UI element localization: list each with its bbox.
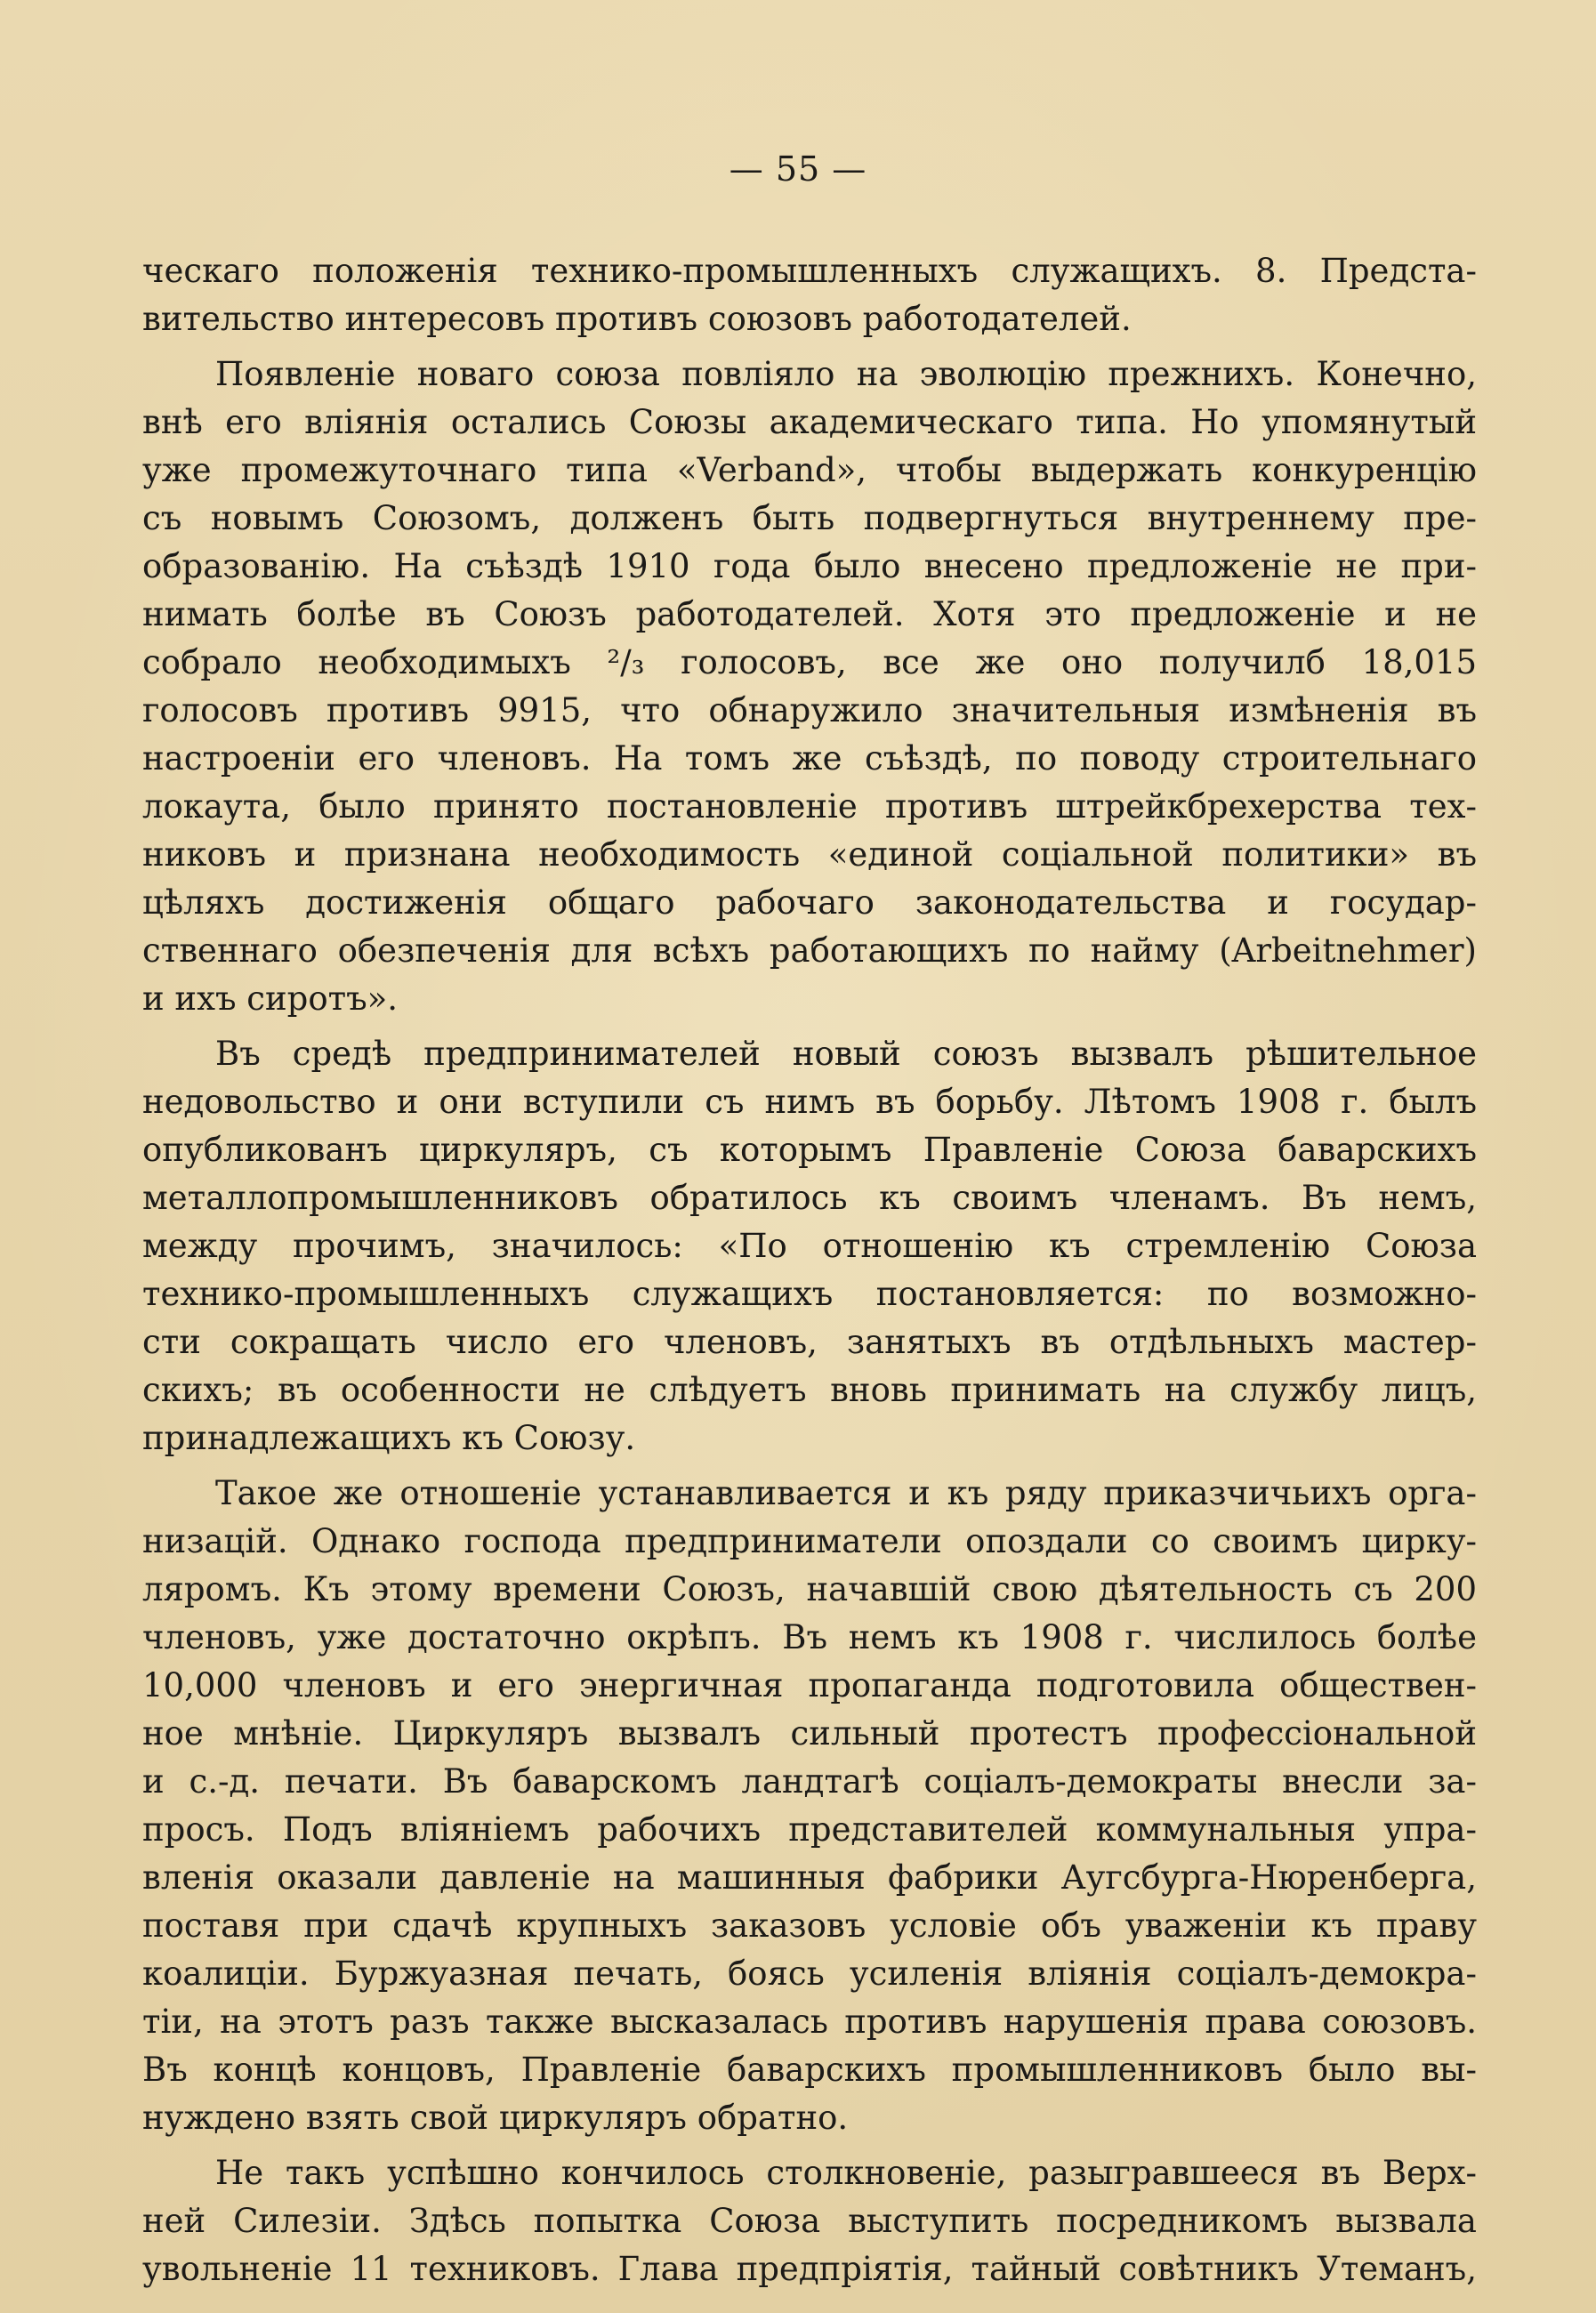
text-line: технико-промышленныхъ служащихъ постановляется: по возможно-	[142, 1275, 1477, 1313]
text-line: ней Силезіи. Здѣсь попытка Союза выступить посредникомъ вызвала	[142, 2202, 1477, 2240]
text-line: вительство интересовъ противъ союзовъ работодателей.	[142, 300, 1132, 338]
text-line: ляромъ. Къ этому времени Союзъ, начавшій свою дѣятельность съ 200	[142, 1570, 1477, 1608]
paragraph	[142, 2149, 1477, 2293]
text-line: вленія оказали давленіе на машинныя фабрики Аугсбурга-Нюренберга,	[142, 1858, 1477, 1897]
text-line: съ новымъ Союзомъ, долженъ быть подвергнуться внутреннему пре-	[142, 499, 1477, 537]
text-line: образованію. На съѣздѣ 1910 года было внесено предложеніе не при-	[142, 547, 1477, 585]
text-line: просъ. Подъ вліяніемъ рабочихъ представителей коммунальныя упра-	[142, 1810, 1477, 1849]
text-line: недовольство и они вступили съ нимъ въ борьбу. Лѣтомъ 1908 г. былъ	[142, 1083, 1477, 1121]
text-line: ственнаго обезпеченія для всѣхъ работающихъ по найму (Arbeitnehmer)	[142, 931, 1477, 970]
text-line: поставя при сдачѣ крупныхъ заказовъ условіе объ уваженіи къ праву	[142, 1906, 1477, 1945]
text-line: цѣляхъ достиженія общаго рабочаго законодательства и государ-	[142, 883, 1477, 922]
text-line: нуждено взять свой циркуляръ обратно.	[142, 2099, 849, 2137]
text-line: тіи, на этотъ разъ также высказалась противъ нарушенія права союзовъ.	[142, 2003, 1477, 2041]
text-line: опубликованъ циркуляръ, съ которымъ Правленіе Союза баварскихъ	[142, 1131, 1477, 1169]
text-line: никовъ и признана необходимость «единой соціальной политики» въ	[142, 835, 1477, 874]
text-line: локаута, было принято постановленіе противъ штрейкбрехерства тех-	[142, 787, 1477, 826]
text-line: принадлежащихъ къ Союзу.	[142, 1419, 636, 1457]
text-line: Такое же отношеніе устанавливается и къ ряду приказчичьихъ орга-	[215, 1474, 1477, 1512]
body-text	[142, 247, 1477, 2293]
text-line: и с.-д. печати. Въ баварскомъ ландтагѣ соціалъ-демократы внесли за-	[142, 1762, 1477, 1801]
text-line: сти сокращать число его членовъ, занятыхъ въ отдѣльныхъ мастер-	[142, 1323, 1477, 1361]
paragraph	[142, 1030, 1477, 1463]
text-line: металлопромышленниковъ обратилось къ своимъ членамъ. Въ немъ,	[142, 1179, 1477, 1217]
text-line: внѣ его вліянія остались Союзы академическаго типа. Но упомянутый	[142, 403, 1477, 441]
text-line: ческаго положенія технико-промышленныхъ служащихъ. 8. Предста-	[142, 252, 1477, 290]
paragraph	[142, 247, 1477, 343]
text-line: собрало необходимыхъ ²/₃ голосовъ, все же оно получилб 18,015	[142, 643, 1477, 681]
page-number: — 55 —	[729, 149, 867, 189]
text-line: между прочимъ, значилось: «По отношенію къ стремленію Союза	[142, 1227, 1477, 1265]
text-line: ное мнѣніе. Циркуляръ вызвалъ сильный протестъ профессіональной	[142, 1714, 1477, 1753]
text-line: Появленіе новаго союза повліяло на эволюцію прежнихъ. Конечно,	[215, 355, 1477, 393]
text-line: увольненіе 11 техниковъ. Глава предпріятія, тайный совѣтникъ Утеманъ,	[142, 2250, 1477, 2288]
text-line: 10,000 членовъ и его энергичная пропаганда подготовила обществен-	[142, 1666, 1477, 1705]
text-line: голосовъ противъ 9915, что обнаружило значительныя измѣненія въ	[142, 691, 1477, 729]
text-line: нимать болѣе въ Союзъ работодателей. Хотя это предложеніе и не	[142, 595, 1477, 633]
text-line: Въ средѣ предпринимателей новый союзъ вызвалъ рѣшительное	[215, 1035, 1477, 1073]
text-line: Не такъ успѣшно кончилось столкновеніе, разыгравшееся въ Верх-	[215, 2154, 1477, 2192]
text-line: и ихъ сиротъ».	[142, 979, 399, 1018]
paragraph	[142, 351, 1477, 1023]
text-line: уже промежуточнаго типа «Verband», чтобы выдержать конкуренцію	[142, 451, 1477, 489]
text-line: Въ концѣ концовъ, Правленіе баварскихъ промышленниковъ было вы-	[142, 2051, 1477, 2089]
text-line: низацій. Однако господа предприниматели опоздали со своимъ цирку-	[142, 1522, 1477, 1560]
text-line: коалиціи. Буржуазная печать, боясь усиленія вліянія соціалъ-демокра-	[142, 1954, 1477, 1993]
text-line: настроеніи его членовъ. На томъ же съѣздѣ, по поводу строительнаго	[142, 739, 1477, 778]
text-line: скихъ; въ особенности не слѣдуетъ вновь принимать на службу лицъ,	[142, 1371, 1477, 1409]
text-line: членовъ, уже достаточно окрѣпъ. Въ немъ къ 1908 г. числилось болѣе	[142, 1618, 1477, 1656]
paragraph	[142, 1470, 1477, 2142]
